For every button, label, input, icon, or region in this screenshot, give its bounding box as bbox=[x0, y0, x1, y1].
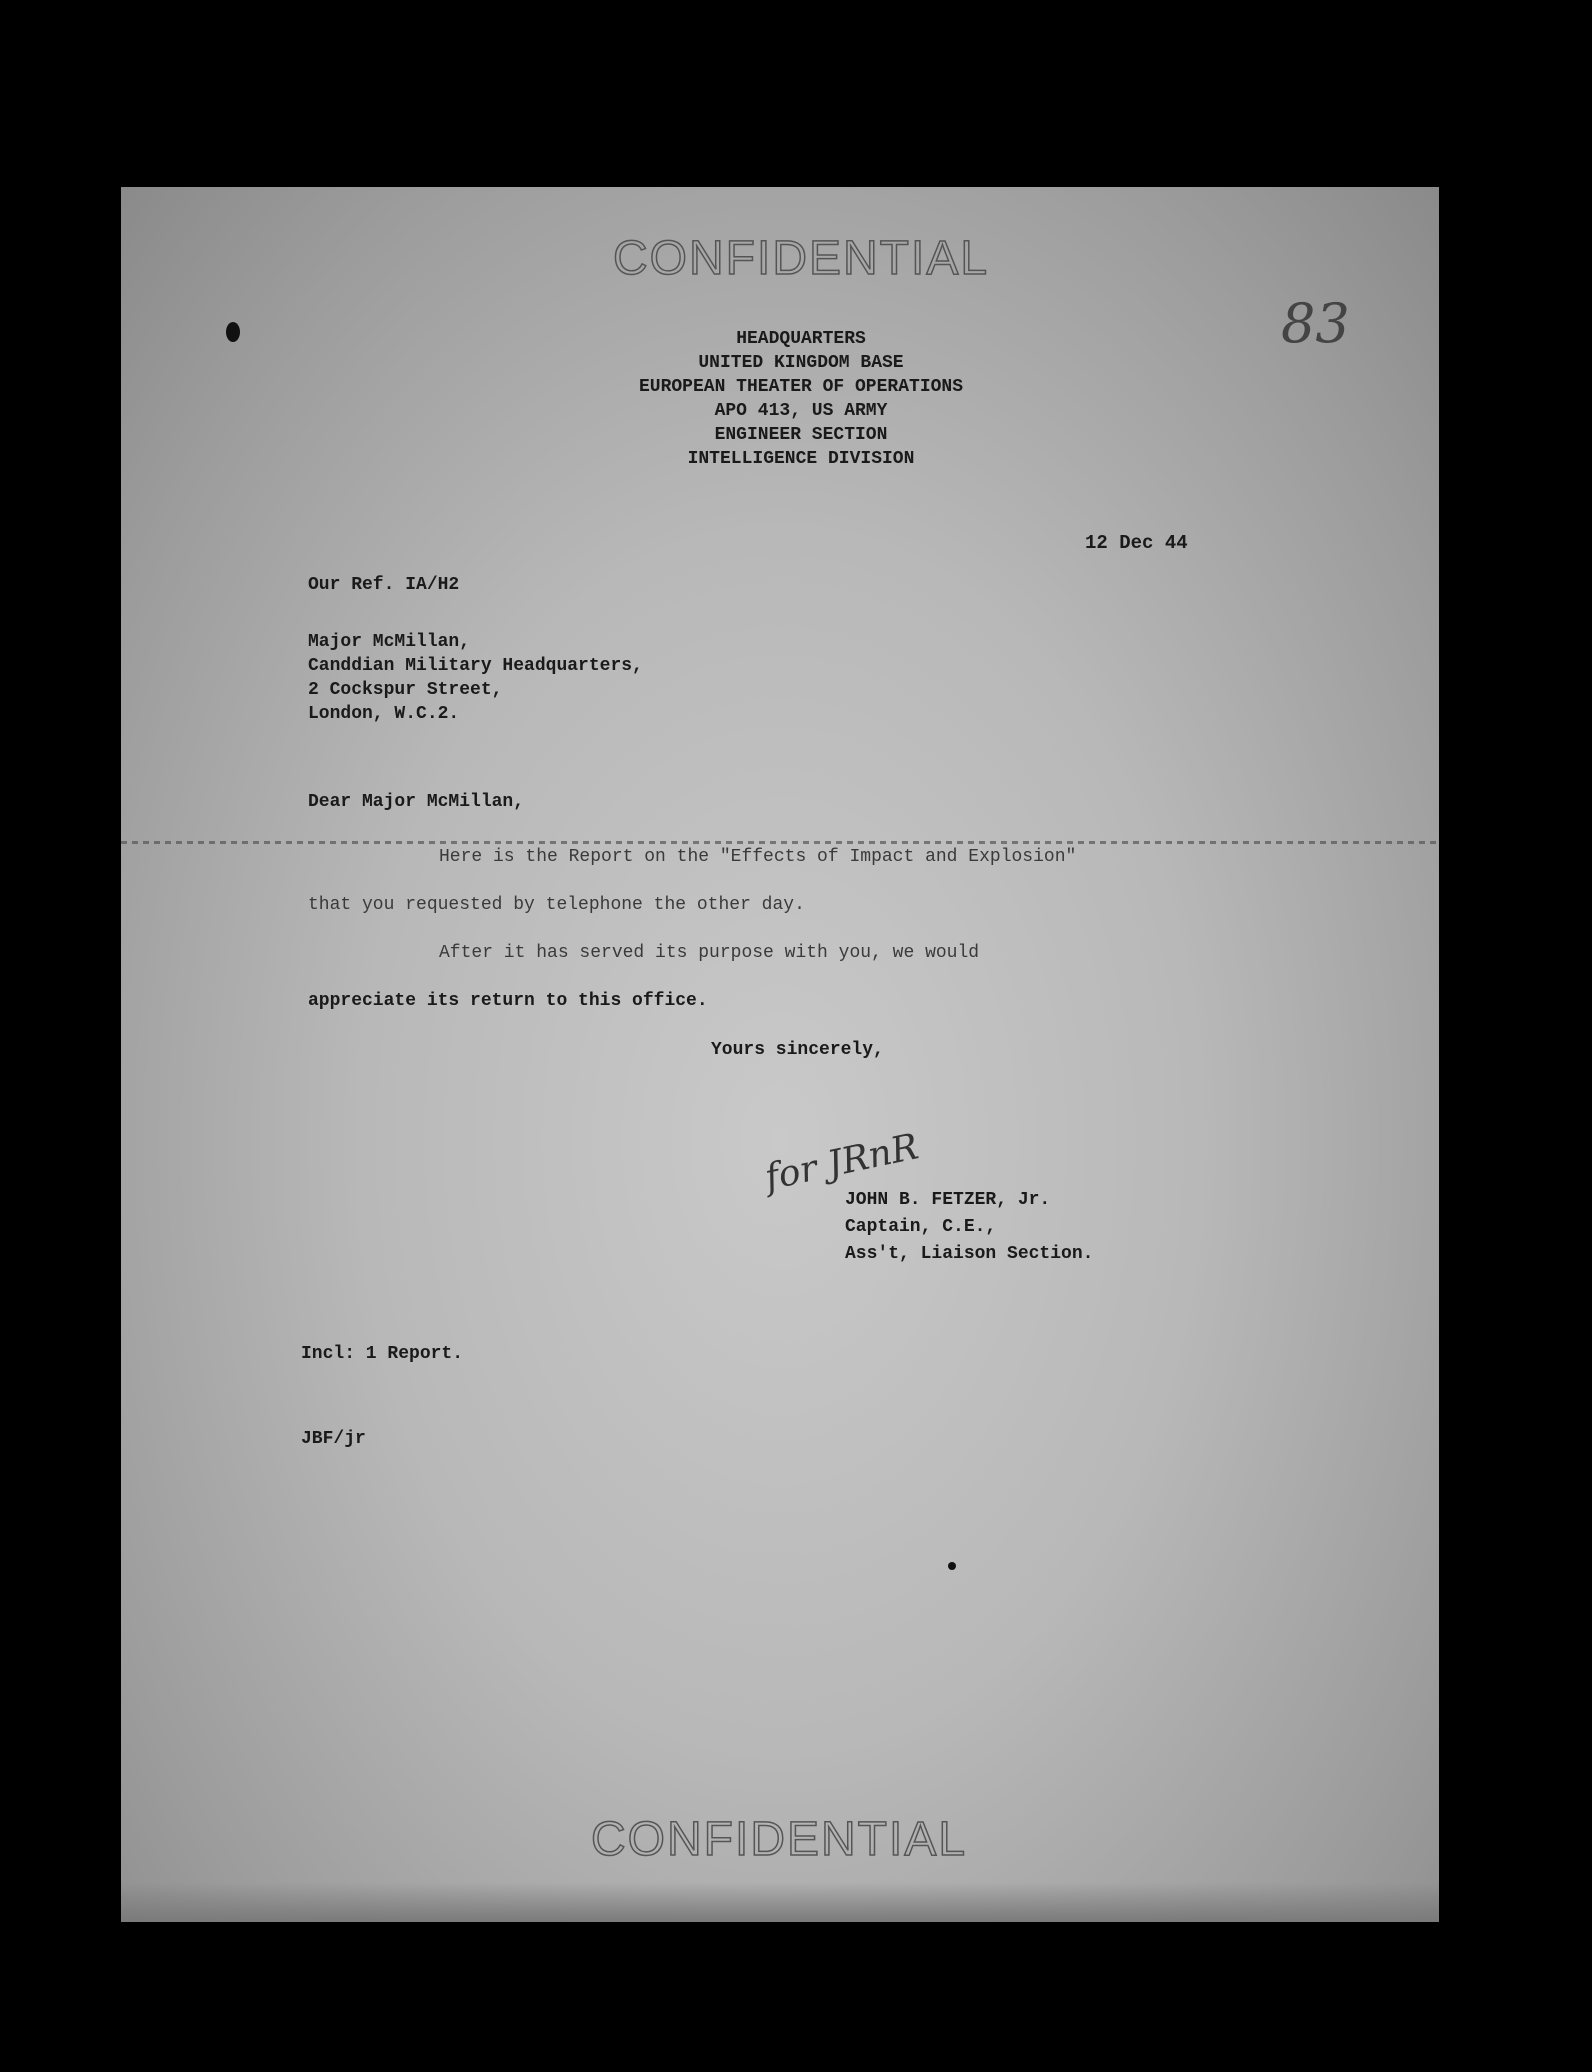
signatory-block bbox=[845, 1187, 1093, 1268]
letterhead-line: APO 413, US ARMY bbox=[714, 401, 888, 421]
letter-page bbox=[121, 187, 1439, 1922]
paper-fold-line bbox=[121, 841, 1439, 844]
signatory-title: Ass't, Liaison Section. bbox=[845, 1244, 1094, 1264]
signatory-name: JOHN B. FETZER, Jr. bbox=[845, 1190, 1051, 1210]
closing: Yours sincerely, bbox=[711, 1040, 884, 1060]
our-reference: Our Ref. IA/H2 bbox=[308, 575, 460, 595]
salutation: Dear Major McMillan, bbox=[308, 792, 525, 812]
handwritten-page-number: 83 bbox=[1281, 292, 1350, 355]
addressee-line: Major McMillan, bbox=[308, 632, 471, 652]
confidential-stamp-top: CONFIDENTIAL bbox=[613, 232, 990, 285]
letterhead-line: EUROPEAN THEATER OF OPERATIONS bbox=[638, 377, 964, 397]
addressee-line: London, W.C.2. bbox=[308, 704, 460, 724]
punch-hole-mark bbox=[226, 322, 240, 342]
letterhead-line: HEADQUARTERS bbox=[736, 329, 866, 349]
signatory-rank: Captain, C.E., bbox=[845, 1217, 997, 1237]
paper-shadow bbox=[121, 1882, 1439, 1922]
letterhead-line: INTELLIGENCE DIVISION bbox=[687, 449, 915, 469]
addressee-line: Canddian Military Headquarters, bbox=[308, 656, 643, 676]
enclosure-note: Incl: 1 Report. bbox=[301, 1344, 464, 1364]
ink-speck bbox=[948, 1562, 956, 1570]
addressee-block bbox=[308, 630, 643, 726]
body-line: Here is the Report on the "Effects of Impact and Explosion" bbox=[439, 847, 1077, 867]
body-line: that you requested by telephone the other day. bbox=[308, 895, 805, 915]
confidential-stamp-bottom: CONFIDENTIAL bbox=[591, 1813, 968, 1866]
addressee-line: 2 Cockspur Street, bbox=[308, 680, 503, 700]
letter-date: 12 Dec 44 bbox=[1085, 532, 1188, 554]
letterhead bbox=[566, 327, 1036, 471]
handwritten-signature: for JRnR bbox=[761, 1126, 923, 1199]
body-line: appreciate its return to this office. bbox=[308, 991, 708, 1011]
letterhead-line: UNITED KINGDOM BASE bbox=[698, 353, 904, 373]
typist-initials: JBF/jr bbox=[301, 1429, 366, 1449]
letterhead-line: ENGINEER SECTION bbox=[714, 425, 888, 445]
body-line: After it has served its purpose with you, we would bbox=[439, 943, 980, 963]
